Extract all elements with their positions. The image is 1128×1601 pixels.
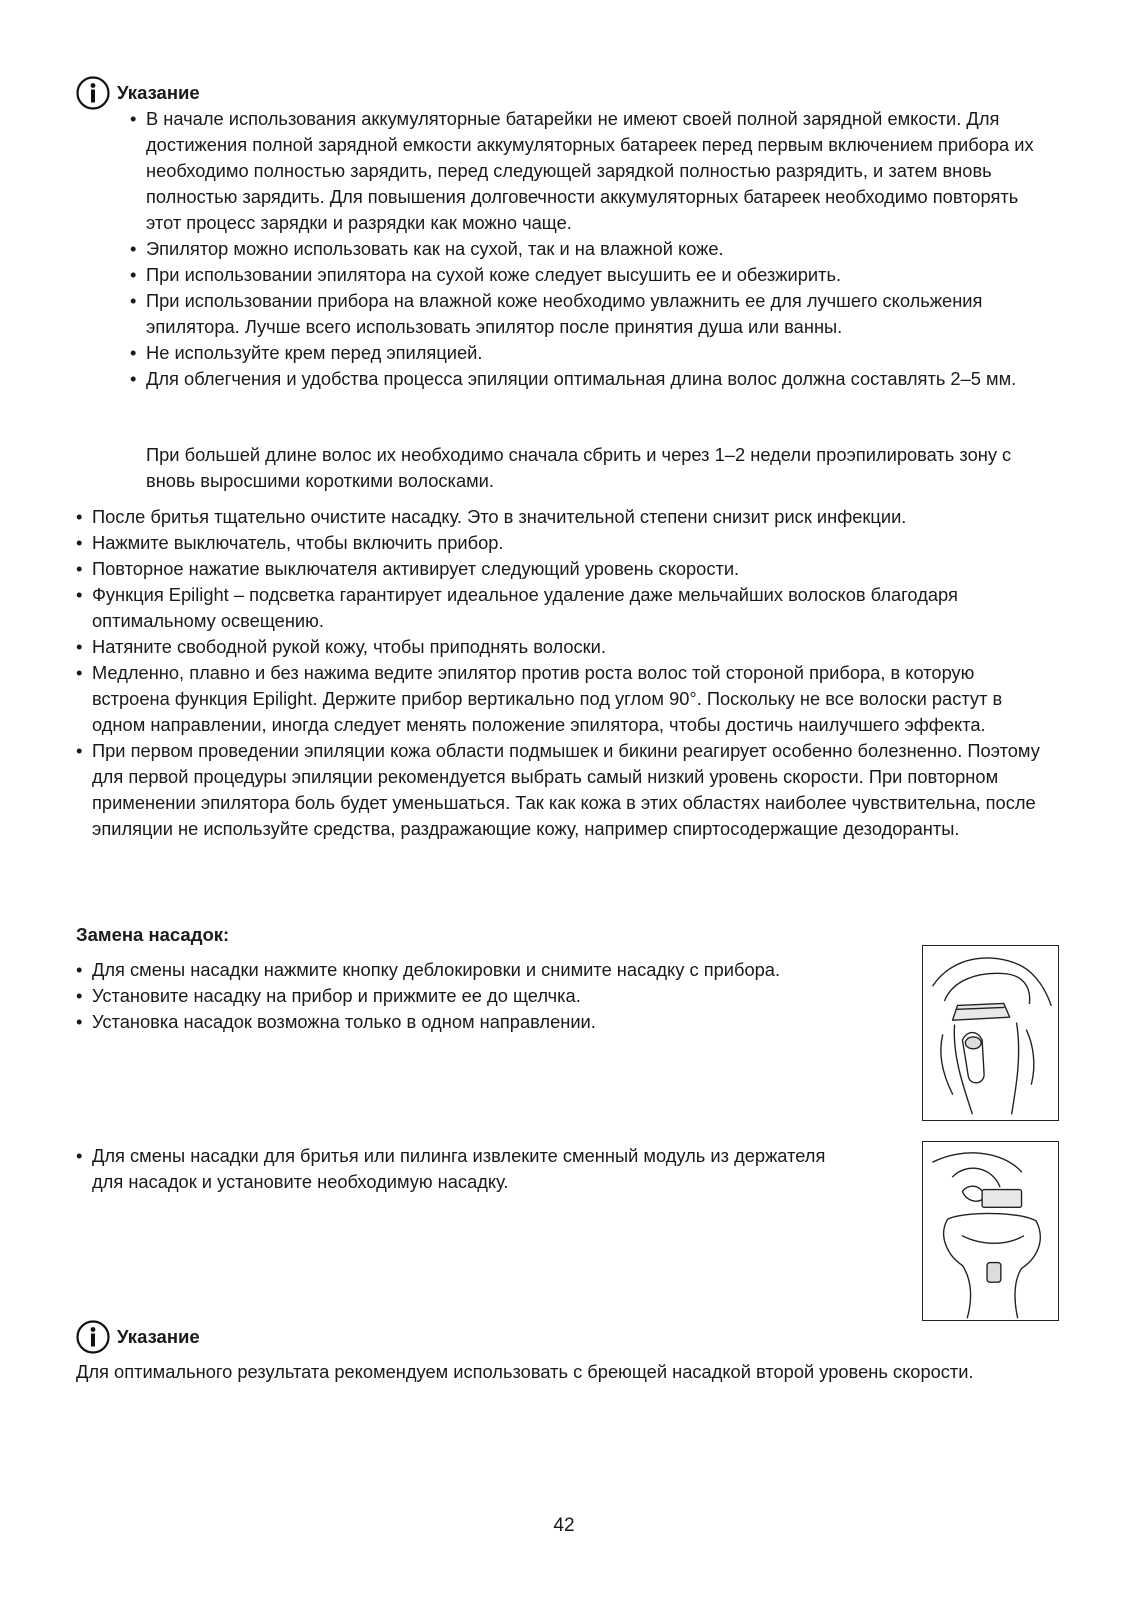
list-item: • Нажмите выключатель, чтобы включить прибор. xyxy=(76,530,1046,556)
replace-list-2 xyxy=(76,1143,836,1195)
note-header xyxy=(76,1320,200,1354)
note-header xyxy=(76,76,200,110)
note-list xyxy=(130,106,1035,392)
list-item: • Установите насадку на прибор и прижмите ее до щелчка. xyxy=(76,983,906,1009)
note-title: Указание xyxy=(117,1326,200,1347)
page-number: 42 xyxy=(553,1515,575,1536)
note-continuation: При большей длине волос их необходимо сначала сбрить и через 1–2 недели проэпилировать зону с вновь выросшими короткими волосками. xyxy=(146,444,1012,491)
illustration-remove-attachment xyxy=(922,945,1059,1121)
list-item: • При первом проведении эпиляции кожа области подмышек и бикини реагирует особенно болезненно. Поэтому для первой процедуры эпиляции рекомендуется выбрать самый низкий уровень скорости. При повторном применении эпилятора боль будет уменьшаться. Так как кожа в этих областях наиболее чувствительна, после эпиляции не используйте средства, раздражающие кожу, например спиртосодержащие дезодоранты. xyxy=(76,738,1046,842)
list-item: • Не используйте крем перед эпиляцией. xyxy=(130,340,1035,366)
list-item: • После бритья тщательно очистите насадку. Это в значительной степени снизит риск инфекции. xyxy=(76,504,1046,530)
main-list xyxy=(76,504,1046,842)
hand-epilator-illustration xyxy=(923,946,1058,1120)
replace-list xyxy=(76,957,906,1035)
info-icon xyxy=(76,76,110,110)
list-item: • Для смены насадки нажмите кнопку деблокировки и снимите насадку с прибора. xyxy=(76,957,906,983)
list-item: • Для смены насадки для бритья или пилинга извлеките сменный модуль из держателя для насадок и установите необходимую насадку. xyxy=(76,1143,836,1195)
list-item: • Эпилятор можно использовать как на сухой, так и на влажной коже. xyxy=(130,236,1035,262)
info-icon xyxy=(76,1320,110,1354)
list-item: • В начале использования аккумуляторные батарейки не имеют своей полной зарядной емкости. Для достижения полной зарядной емкости аккумуляторных батареек перед первым включением прибора их необходимо полностью зарядить, перед следующей зарядкой полностью разрядить, и затем вновь полностью зарядить. Для повышения долговечности аккумуляторных батареек необходимо повторять этот процесс зарядки и разрядки как можно чаще. xyxy=(130,106,1035,236)
note-text: Для оптимального результата рекомендуем использовать с бреющей насадкой второй уровень скорости. xyxy=(76,1361,974,1382)
list-item: • При использовании прибора на влажной коже необходимо увлажнить ее для лучшего скольжения эпилятора. Лучше всего использовать эпилятор после принятия душа или ванны. xyxy=(130,288,1035,340)
list-item: • Натяните свободной рукой кожу, чтобы приподнять волоски. xyxy=(76,634,1046,660)
section-title: Замена насадок: xyxy=(76,924,230,945)
epilator-module-illustration xyxy=(923,1142,1058,1320)
note-title: Указание xyxy=(117,82,200,103)
list-item: • Функция Epilight – подсветка гарантирует идеальное удаление даже мельчайших волосков благодаря оптимальному освещению. xyxy=(76,582,1046,634)
list-item: • Медленно, плавно и без нажима ведите эпилятор против роста волос той стороной прибора, в которую встроена функция Epilight. Держите прибор вертикально под углом 90°. Поскольку не все волоски растут в одном направлении, иногда следует менять положение эпилятора, чтобы достичь наилучшего эффекта. xyxy=(76,660,1046,738)
list-item: • Для облегчения и удобства процесса эпиляции оптимальная длина волос должна составлять 2–5 мм. xyxy=(130,366,1035,392)
list-item: • Повторное нажатие выключателя активирует следующий уровень скорости. xyxy=(76,556,1046,582)
list-item: • При использовании эпилятора на сухой коже следует высушить ее и обезжирить. xyxy=(130,262,1035,288)
list-item: • Установка насадок возможна только в одном направлении. xyxy=(76,1009,906,1035)
illustration-change-module xyxy=(922,1141,1059,1321)
